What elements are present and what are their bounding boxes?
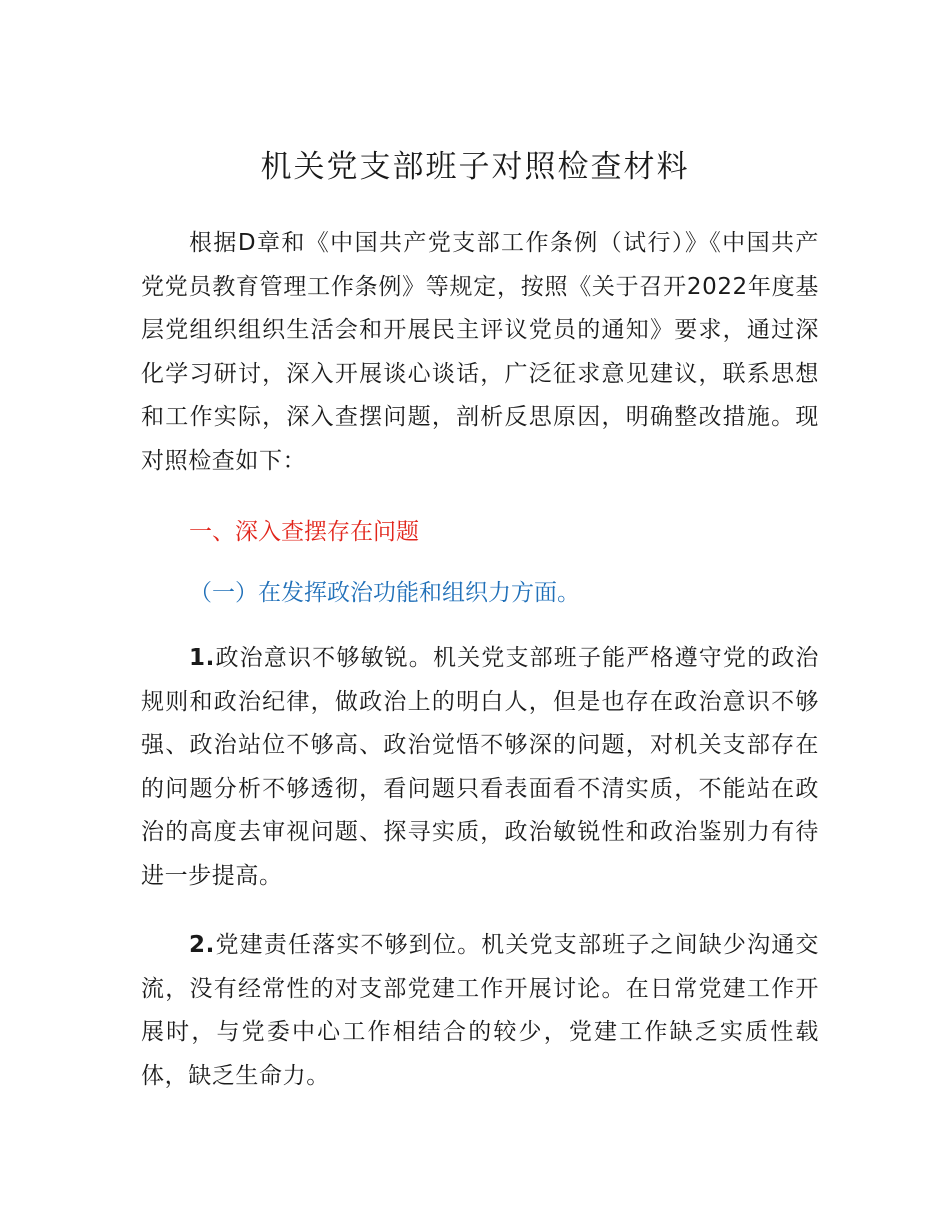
item-text: 政治意识不够敏锐。机关党支部班子能严格遵守党的政治规则和政治纪律，做政治上的明白人，但是也存在政治意识不够强、政治站位不够高、政治觉悟不够深的问题，对机关支部存在的问题分析不够透彻，看问题只看表面看不清实质，不能站在政治的高度去审视问题、探寻实质，政治敏锐性和政治鉴别力有待进一步提高。 <box>141 645 819 889</box>
item-text: 党建责任落实不够到位。机关党支部班子之间缺少沟通交流，没有经常性的对支部党建工作开展讨论。在日常党建工作开展时，与党委中心工作相结合的较少，党建工作缺乏实质性载体，缺乏生命力。 <box>141 932 819 1089</box>
document-title: 机关党支部班子对照检查材料 <box>260 149 690 185</box>
intro-paragraph: 根据D章和《中国共产党支部工作条例（试行）》《中国共产党党员教育管理工作条例》等规定，按照《关于召开2022年度基层党组织组织生活会和开展民主评议党员的通知》要求，通过深化学习研讨，深入开展谈心谈话，广泛征求意见建议，联系思想和工作实际，深入查摆问题，剖析反思原因，明确整改措施。现对照检查如下： <box>141 230 819 474</box>
section-heading: 一、深入查摆存在问题 <box>189 519 419 545</box>
document-body <box>141 222 819 1098</box>
subsection-heading: （一）在发挥政治功能和组织力方面。 <box>189 579 580 606</box>
item-number: 2. <box>189 932 215 958</box>
list-item <box>141 637 819 898</box>
list-item <box>141 924 819 1098</box>
item-number: 1. <box>189 645 215 671</box>
